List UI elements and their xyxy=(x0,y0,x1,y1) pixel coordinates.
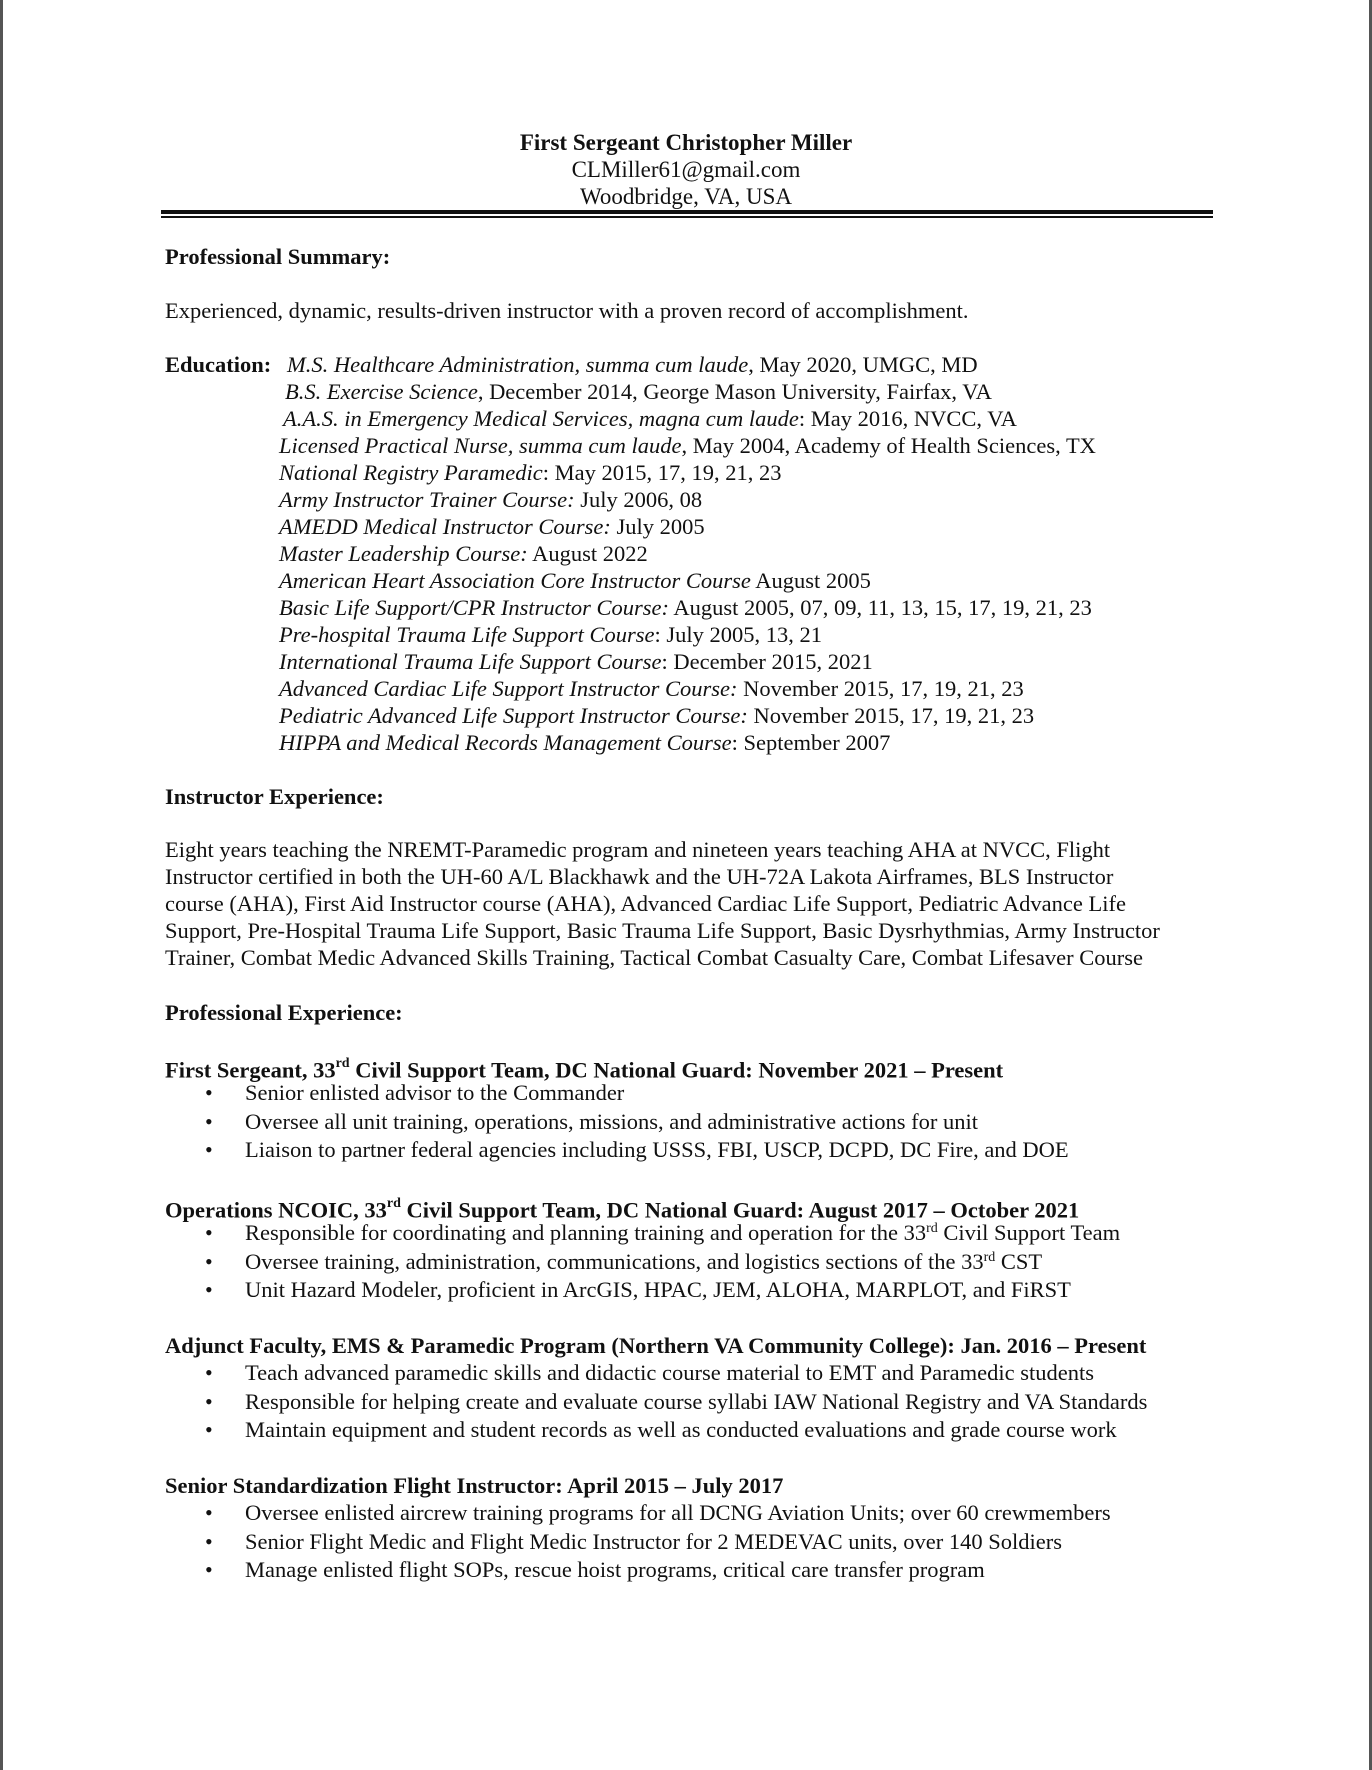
job-title: Adjunct Faculty, EMS & Paramedic Program (Northern VA Community College): Jan. 2016 – Present xyxy=(165,1333,1147,1358)
resume-header xyxy=(0,129,1372,210)
paragraph-line: course (AHA), First Aid Instructor course (AHA), Advanced Cardiac Life Support, Pediatric Advance Life xyxy=(165,891,1126,916)
bullet-item: • Liaison to partner federal agencies including USSS, FBI, USCP, DCPD, DC Fire, and DOE xyxy=(165,1136,1069,1165)
education-item: AMEDD Medical Instructor Course: July 2005 xyxy=(279,514,705,539)
bullet-item: • Responsible for coordinating and planning training and operation for the 33rd Civil Support Team xyxy=(165,1219,1120,1248)
header-divider-thin xyxy=(161,216,1213,218)
education-item: Pediatric Advanced Life Support Instructor Course: November 2015, 17, 19, 21, 23 xyxy=(279,703,1035,728)
job-bullets xyxy=(165,1079,1069,1165)
instructor-heading: Instructor Experience: xyxy=(165,784,384,809)
bullet-item: • Maintain equipment and student records as well as conducted evaluations and grade course work xyxy=(165,1416,1147,1445)
education-item: Licensed Practical Nurse, summa cum laude, May 2004, Academy of Health Sciences, TX xyxy=(279,433,1096,458)
job-bullets xyxy=(165,1499,1111,1585)
education-item: International Trauma Life Support Course: December 2015, 2021 xyxy=(279,649,873,674)
education-item: M.S. Healthcare Administration, summa cum laude, May 2020, UMGC, MD xyxy=(287,352,978,377)
education-item: Pre-hospital Trauma Life Support Course: July 2005, 13, 21 xyxy=(279,622,822,647)
job-title: First Sergeant, 33rd Civil Support Team, DC National Guard: November 2021 – Present xyxy=(165,1056,1004,1083)
candidate-email: CLMiller61@gmail.com xyxy=(571,157,801,182)
candidate-location: Woodbridge, VA, USA xyxy=(580,184,792,209)
education-item: B.S. Exercise Science, December 2014, George Mason University, Fairfax, VA xyxy=(285,379,992,404)
education-item: Master Leadership Course: August 2022 xyxy=(279,541,648,566)
education-item: Basic Life Support/CPR Instructor Course: August 2005, 07, 09, 11, 13, 15, 17, 19, 21, 23 xyxy=(279,595,1092,620)
education-item: HIPPA and Medical Records Management Course: September 2007 xyxy=(279,730,891,755)
job-title: Operations NCOIC, 33rd Civil Support Team, DC National Guard: August 2017 – October 2021 xyxy=(165,1196,1080,1223)
paragraph-line: Support, Pre-Hospital Trauma Life Support, Basic Trauma Life Support, Basic Dysrhythmias, Army Instructor xyxy=(165,918,1160,943)
summary-text: Experienced, dynamic, results-driven instructor with a proven record of accomplishment. xyxy=(165,298,969,323)
paragraph-line: Eight years teaching the NREMT-Paramedic program and nineteen years teaching AHA at NVCC, Flight xyxy=(165,837,1111,862)
bullet-item: • Oversee training, administration, communications, and logistics sections of the 33rd CST xyxy=(165,1248,1120,1277)
bullet-item: • Senior enlisted advisor to the Commander xyxy=(165,1079,1069,1108)
job-bullets xyxy=(165,1359,1147,1445)
education-item: American Heart Association Core Instructor Course August 2005 xyxy=(279,568,871,593)
job-bullets xyxy=(165,1219,1120,1305)
summary-heading: Professional Summary: xyxy=(165,244,391,269)
candidate-name: First Sergeant Christopher Miller xyxy=(519,130,853,155)
paragraph-line: Trainer, Combat Medic Advanced Skills Training, Tactical Combat Casualty Care, Combat Lifesaver Course xyxy=(165,945,1143,970)
bullet-item: • Oversee all unit training, operations, missions, and administrative actions for unit xyxy=(165,1108,1069,1137)
bullet-item: • Senior Flight Medic and Flight Medic Instructor for 2 MEDEVAC units, over 140 Soldiers xyxy=(165,1528,1111,1557)
bullet-item: • Teach advanced paramedic skills and didactic course material to EMT and Paramedic students xyxy=(165,1359,1147,1388)
bullet-item: • Oversee enlisted aircrew training programs for all DCNG Aviation Units; over 60 crewmembers xyxy=(165,1499,1111,1528)
header-divider-thick xyxy=(161,210,1213,214)
education-item: Army Instructor Trainer Course: July 2006, 08 xyxy=(279,487,703,512)
professional-heading: Professional Experience: xyxy=(165,1000,403,1025)
page-edge-left xyxy=(0,0,3,1770)
bullet-item: • Responsible for helping create and evaluate course syllabi IAW National Registry and VA Standards xyxy=(165,1388,1147,1417)
education-item: National Registry Paramedic: May 2015, 17, 19, 21, 23 xyxy=(279,460,782,485)
bullet-item: • Manage enlisted flight SOPs, rescue hoist programs, critical care transfer program xyxy=(165,1556,1111,1585)
education-item: Advanced Cardiac Life Support Instructor Course: November 2015, 17, 19, 21, 23 xyxy=(279,676,1024,701)
paragraph-line: Instructor certified in both the UH-60 A/L Blackhawk and the UH-72A Lakota Airframes, BLS Instructor xyxy=(165,864,1114,889)
instructor-paragraph xyxy=(165,836,1225,971)
job-title: Senior Standardization Flight Instructor: April 2015 – July 2017 xyxy=(165,1473,784,1498)
education-item: A.A.S. in Emergency Medical Services, magna cum laude: May 2016, NVCC, VA xyxy=(283,406,1017,431)
bullet-item: • Unit Hazard Modeler, proficient in ArcGIS, HPAC, JEM, ALOHA, MARPLOT, and FiRST xyxy=(165,1276,1120,1305)
education-label: Education: xyxy=(165,352,272,377)
